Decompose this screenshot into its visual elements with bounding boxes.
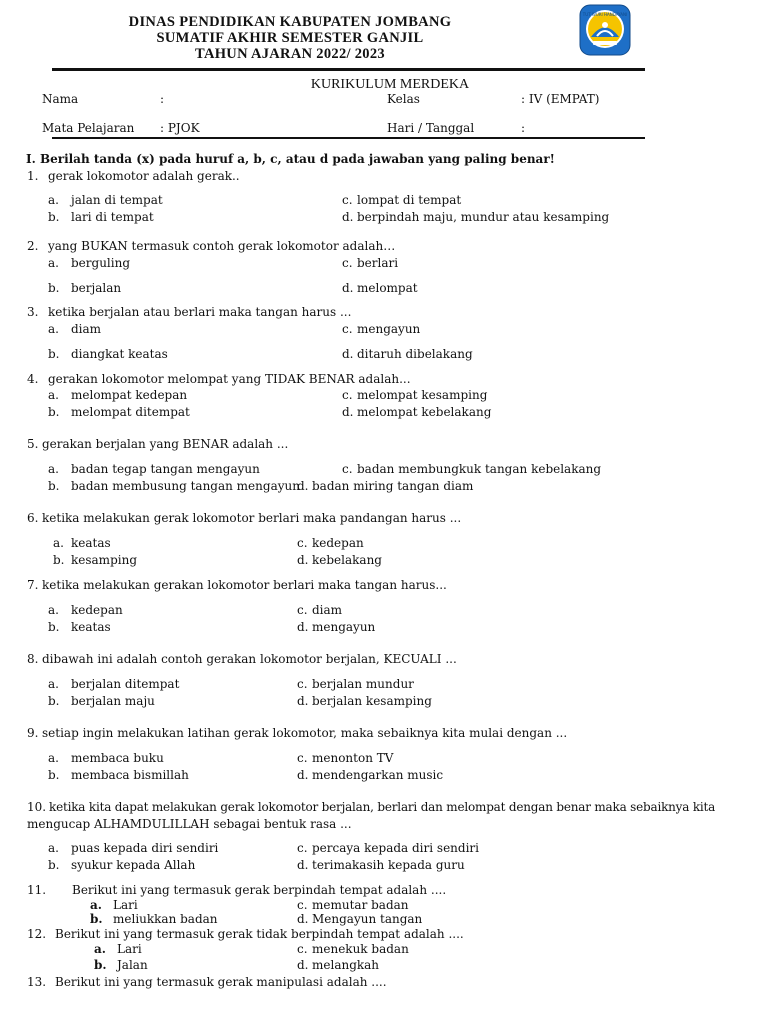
option-letter-a: a. xyxy=(48,256,59,270)
option-letter-b: b. xyxy=(94,958,107,972)
question-number: 6. xyxy=(27,511,39,525)
svg-text:TUT WURI HANDAYANI: TUT WURI HANDAYANI xyxy=(582,12,628,17)
option-letter-b: b. xyxy=(48,620,60,634)
instruction: I. Berilah tanda (x) pada huruf a, b, c, atau d pada jawaban yang paling benar! xyxy=(26,152,555,166)
option-b: kesamping xyxy=(71,553,137,567)
option-letter-c: c. xyxy=(342,388,353,402)
option-d: Mengayun tangan xyxy=(312,912,423,926)
option-c: badan membungkuk tangan kebelakang xyxy=(357,462,602,476)
option-letter-b: b. xyxy=(48,768,60,782)
option-letter-a: a. xyxy=(48,322,59,336)
question-number: 13. xyxy=(27,975,47,989)
option-c: kedepan xyxy=(312,536,364,550)
question-text: ketika kita dapat melakukan gerak lokomotor berjalan, berlari dan melompat dengan benar maka sebaiknya kita xyxy=(49,800,716,814)
header-line-3: TAHUN AJARAN 2022/ 2023 xyxy=(195,46,385,62)
kelas-label: Kelas xyxy=(387,92,420,106)
option-d: mengayun xyxy=(312,620,376,634)
option-a: Lari xyxy=(113,898,138,912)
option-letter-d: d. xyxy=(297,694,309,708)
question-number: 9. xyxy=(27,726,39,740)
option-c: percaya kepada diri sendiri xyxy=(312,841,479,855)
option-c: diam xyxy=(312,603,343,617)
hari-label: Hari / Tanggal xyxy=(387,121,475,135)
question-text: gerakan lokomotor melompat yang TIDAK BENAR adalah... xyxy=(48,372,411,386)
option-d: mendengarkan music xyxy=(312,768,444,782)
option-letter-d: d. xyxy=(342,210,354,224)
option-a: melompat kedepan xyxy=(71,388,188,402)
option-letter-a: a. xyxy=(48,388,59,402)
option-letter-b: b. xyxy=(48,281,60,295)
option-letter-a: a. xyxy=(48,193,59,207)
option-c: berjalan mundur xyxy=(312,677,414,691)
option-letter-b: b. xyxy=(48,347,60,361)
option-d: kebelakang xyxy=(312,553,382,567)
question-text: Berikut ini yang termasuk gerak berpindah tempat adalah .... xyxy=(72,883,447,897)
option-letter-c: c. xyxy=(297,942,308,956)
option-letter-b: b. xyxy=(48,858,60,872)
header-rule xyxy=(52,68,645,71)
mapel-value: : PJOK xyxy=(160,121,200,135)
question-text: ketika melakukan gerak lokomotor berlari maka pandangan harus ... xyxy=(42,511,462,525)
option-letter-c: c. xyxy=(297,536,308,550)
option-letter-a: a. xyxy=(94,942,106,956)
option-d: melompat kebelakang xyxy=(357,405,492,419)
option-letter-d: d. xyxy=(342,347,354,361)
question-number: 12. xyxy=(27,927,47,941)
option-letter-b: b. xyxy=(48,405,60,419)
option-letter-c: c. xyxy=(297,751,308,765)
option-c: menekuk badan xyxy=(312,942,409,956)
option-b: berjalan maju xyxy=(71,694,155,708)
option-c: berlari xyxy=(357,256,399,270)
option-letter-d: d. xyxy=(297,620,309,634)
option-letter-b: b. xyxy=(53,553,65,567)
option-letter-d: d. xyxy=(297,912,309,926)
option-d: terimakasih kepada guru xyxy=(312,858,465,872)
question-text: setiap ingin melakukan latihan gerak lokomotor, maka sebaiknya kita mulai dengan ... xyxy=(42,726,568,740)
option-a: kedepan xyxy=(71,603,123,617)
header-line-2: SUMATIF AKHIR SEMESTER GANJIL xyxy=(156,30,424,46)
option-b: diangkat keatas xyxy=(71,347,168,361)
question-text: gerakan berjalan yang BENAR adalah ... xyxy=(42,437,289,451)
option-d: ditaruh dibelakang xyxy=(357,347,473,361)
option-d: badan miring tangan diam xyxy=(312,479,474,493)
option-b: meliukkan badan xyxy=(113,912,218,926)
question-number: 4. xyxy=(27,372,39,386)
option-a: berjalan ditempat xyxy=(71,677,180,691)
option-d: melompat xyxy=(357,281,418,295)
option-letter-d: d. xyxy=(297,553,309,567)
header-line-1: DINAS PENDIDIKAN KABUPATEN JOMBANG xyxy=(128,14,452,30)
option-letter-c: c. xyxy=(297,898,308,912)
option-letter-d: d. xyxy=(297,958,309,972)
option-letter-a: a. xyxy=(90,898,102,912)
option-letter-c: c. xyxy=(297,603,308,617)
question-number: 3. xyxy=(27,305,39,319)
question-text-line-2: mengucap ALHAMDULILLAH sebagai bentuk rasa ... xyxy=(27,817,352,831)
option-a: berguling xyxy=(71,256,131,270)
question-number: 10. xyxy=(27,800,47,814)
question-text: Berikut ini yang termasuk gerak tidak berpindah tempat adalah .... xyxy=(55,927,464,941)
question-number: 7. xyxy=(27,578,39,592)
option-b: lari di tempat xyxy=(71,210,154,224)
question-number: 5. xyxy=(27,437,39,451)
option-letter-c: c. xyxy=(342,322,353,336)
option-d: berpindah maju, mundur atau kesamping xyxy=(357,210,610,224)
option-letter-d: d. xyxy=(297,479,309,493)
option-b: membaca bismillah xyxy=(71,768,189,782)
question-text: ketika berjalan atau berlari maka tangan harus ... xyxy=(48,305,352,319)
kelas-value: : IV (EMPAT) xyxy=(521,92,600,106)
option-letter-c: c. xyxy=(342,462,353,476)
option-letter-c: c. xyxy=(342,256,353,270)
option-letter-b: b. xyxy=(48,210,60,224)
option-c: melompat kesamping xyxy=(357,388,488,402)
option-letter-d: d. xyxy=(342,405,354,419)
option-letter-a: a. xyxy=(53,536,64,550)
option-b: melompat ditempat xyxy=(71,405,190,419)
option-a: keatas xyxy=(71,536,111,550)
curriculum-title: KURIKULUM MERDEKA xyxy=(310,77,470,92)
option-letter-a: a. xyxy=(48,462,59,476)
option-letter-c: c. xyxy=(297,677,308,691)
hari-separator: : xyxy=(521,121,526,135)
option-letter-d: d. xyxy=(297,768,309,782)
option-d: berjalan kesamping xyxy=(312,694,432,708)
option-letter-b: b. xyxy=(48,479,60,493)
option-c: memutar badan xyxy=(312,898,409,912)
question-text: Berikut ini yang termasuk gerak manipulasi adalah .... xyxy=(55,975,387,989)
nama-label: Nama xyxy=(42,92,79,106)
option-letter-a: a. xyxy=(48,603,59,617)
nama-separator: : xyxy=(160,92,165,106)
option-d: melangkah xyxy=(312,958,380,972)
option-a: Lari xyxy=(117,942,142,956)
option-letter-a: a. xyxy=(48,841,59,855)
option-a: diam xyxy=(71,322,102,336)
tut-wuri-handayani-logo xyxy=(579,4,631,56)
option-c: lompat di tempat xyxy=(357,193,462,207)
option-c: menonton TV xyxy=(312,751,394,765)
option-c: mengayun xyxy=(357,322,421,336)
option-a: badan tegap tangan mengayun xyxy=(71,462,260,476)
option-b: Jalan xyxy=(117,958,148,972)
option-b: syukur kepada Allah xyxy=(71,858,196,872)
option-letter-b: b. xyxy=(90,912,103,926)
question-number: 11. xyxy=(27,883,47,897)
option-letter-a: a. xyxy=(48,677,59,691)
option-letter-c: c. xyxy=(342,193,353,207)
question-number: 1. xyxy=(27,169,39,183)
option-a: jalan di tempat xyxy=(71,193,163,207)
option-b: berjalan xyxy=(71,281,122,295)
option-b: badan membusung tangan mengayun xyxy=(71,479,300,493)
question-number: 2. xyxy=(27,239,39,253)
option-letter-a: a. xyxy=(48,751,59,765)
question-text: dibawah ini adalah contoh gerakan lokomotor berjalan, KECUALI ... xyxy=(42,652,457,666)
meta-rule xyxy=(52,137,645,139)
mapel-label: Mata Pelajaran xyxy=(42,121,135,135)
option-a: puas kepada diri sendiri xyxy=(71,841,219,855)
question-text: ketika melakukan gerakan lokomotor berlari maka tangan harus... xyxy=(42,578,447,592)
option-b: keatas xyxy=(71,620,111,634)
question-text: yang BUKAN termasuk contoh gerak lokomotor adalah… xyxy=(48,239,396,253)
option-letter-c: c. xyxy=(297,841,308,855)
option-a: membaca buku xyxy=(71,751,164,765)
question-text: gerak lokomotor adalah gerak.. xyxy=(48,169,240,183)
option-letter-d: d. xyxy=(342,281,354,295)
option-letter-d: d. xyxy=(297,858,309,872)
question-number: 8. xyxy=(27,652,39,666)
option-letter-b: b. xyxy=(48,694,60,708)
